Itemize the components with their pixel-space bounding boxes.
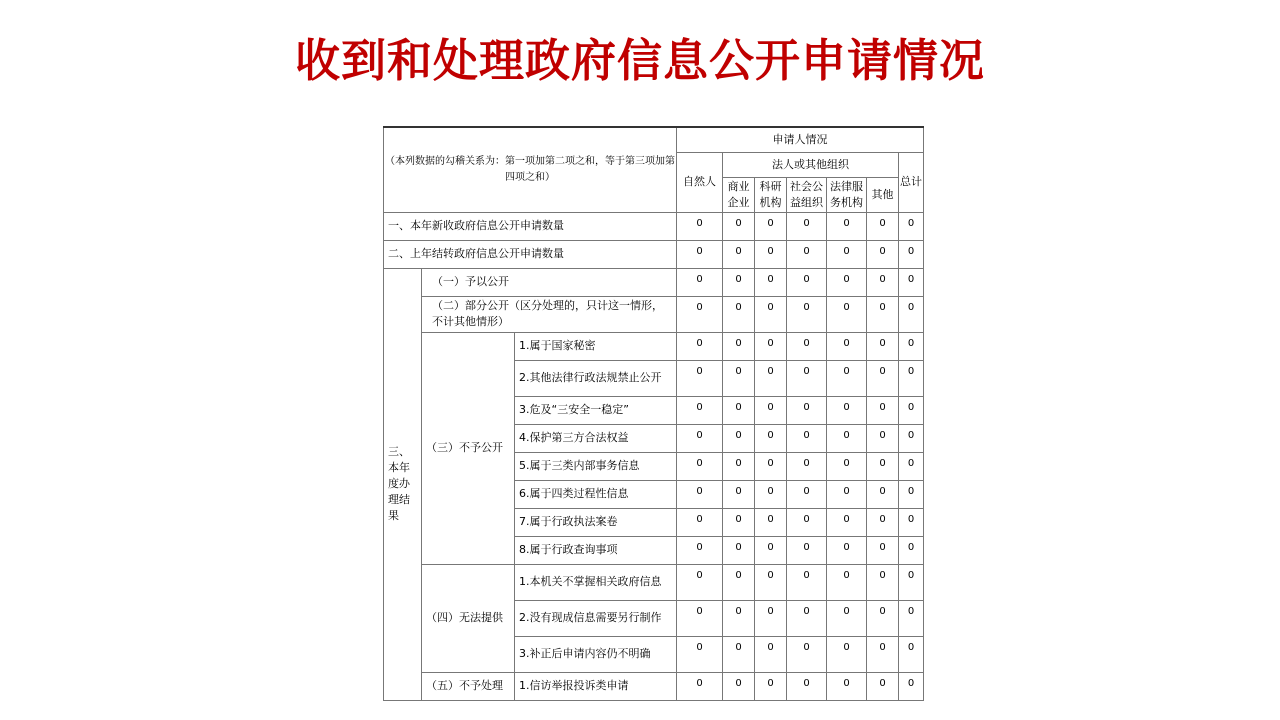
value-cell: 0 bbox=[827, 564, 867, 600]
row-label-withheld-item: 4.保护第三方合法权益 bbox=[515, 424, 677, 452]
header-sub-other: 其他 bbox=[867, 177, 899, 212]
value-cell: 0 bbox=[723, 212, 755, 240]
value-cell: 0 bbox=[827, 268, 867, 296]
row-label-unavailable-item: 3.补正后申请内容仍不明确 bbox=[515, 636, 677, 672]
value-cell: 0 bbox=[723, 296, 755, 332]
value-cell: 0 bbox=[755, 480, 787, 508]
value-cell: 0 bbox=[787, 600, 827, 636]
value-cell: 0 bbox=[787, 564, 827, 600]
value-cell: 0 bbox=[867, 332, 899, 360]
value-cell: 0 bbox=[723, 424, 755, 452]
value-cell: 0 bbox=[755, 332, 787, 360]
row-group-results: 三、本年度办理结果 bbox=[384, 268, 422, 700]
value-cell: 0 bbox=[755, 672, 787, 700]
value-cell: 0 bbox=[867, 564, 899, 600]
value-cell: 0 bbox=[899, 360, 924, 396]
value-cell: 0 bbox=[677, 268, 723, 296]
header-natural-person: 自然人 bbox=[677, 152, 723, 212]
value-cell: 0 bbox=[787, 452, 827, 480]
header-sub-business: 商业企业 bbox=[723, 177, 755, 212]
value-cell: 0 bbox=[787, 268, 827, 296]
value-cell: 0 bbox=[677, 240, 723, 268]
disclosure-table bbox=[383, 126, 924, 701]
header-legal-org: 法人或其他组织 bbox=[723, 152, 899, 177]
value-cell: 0 bbox=[827, 212, 867, 240]
value-cell: 0 bbox=[755, 360, 787, 396]
value-cell: 0 bbox=[867, 360, 899, 396]
value-cell: 0 bbox=[787, 636, 827, 672]
header-total: 总计 bbox=[899, 152, 924, 212]
value-cell: 0 bbox=[827, 240, 867, 268]
value-cell: 0 bbox=[899, 296, 924, 332]
value-cell: 0 bbox=[787, 212, 827, 240]
value-cell: 0 bbox=[755, 396, 787, 424]
value-cell: 0 bbox=[723, 240, 755, 268]
value-cell: 0 bbox=[867, 508, 899, 536]
value-cell: 0 bbox=[677, 536, 723, 564]
row-label-withheld: （三）不予公开 bbox=[422, 332, 515, 564]
row-label-unavailable-item: 1.本机关不掌握相关政府信息 bbox=[515, 564, 677, 600]
row-label-withheld-item: 3.危及“三安全一稳定” bbox=[515, 396, 677, 424]
value-cell: 0 bbox=[723, 452, 755, 480]
value-cell: 0 bbox=[755, 508, 787, 536]
row-label-withheld-item: 5.属于三类内部事务信息 bbox=[515, 452, 677, 480]
header-sub-legal-service: 法律服务机构 bbox=[827, 177, 867, 212]
value-cell: 0 bbox=[827, 636, 867, 672]
value-cell: 0 bbox=[867, 424, 899, 452]
value-cell: 0 bbox=[755, 636, 787, 672]
value-cell: 0 bbox=[899, 672, 924, 700]
value-cell: 0 bbox=[723, 600, 755, 636]
row-label-withheld-item: 7.属于行政执法案卷 bbox=[515, 508, 677, 536]
value-cell: 0 bbox=[827, 396, 867, 424]
value-cell: 0 bbox=[677, 296, 723, 332]
row-label-withheld-item: 6.属于四类过程性信息 bbox=[515, 480, 677, 508]
row-label-not-processed: （五）不予处理 bbox=[422, 672, 515, 700]
value-cell: 0 bbox=[787, 360, 827, 396]
value-cell: 0 bbox=[867, 636, 899, 672]
value-cell: 0 bbox=[867, 600, 899, 636]
value-cell: 0 bbox=[723, 672, 755, 700]
value-cell: 0 bbox=[827, 360, 867, 396]
value-cell: 0 bbox=[867, 672, 899, 700]
row-label-unavailable-item: 2.没有现成信息需要另行制作 bbox=[515, 600, 677, 636]
value-cell: 0 bbox=[899, 600, 924, 636]
value-cell: 0 bbox=[677, 480, 723, 508]
value-cell: 0 bbox=[867, 212, 899, 240]
row-label-disclosed: （一）予以公开 bbox=[422, 268, 677, 296]
value-cell: 0 bbox=[787, 480, 827, 508]
value-cell: 0 bbox=[867, 268, 899, 296]
value-cell: 0 bbox=[755, 452, 787, 480]
value-cell: 0 bbox=[677, 600, 723, 636]
page-title: 收到和处理政府信息公开申请情况 bbox=[294, 34, 985, 87]
value-cell: 0 bbox=[899, 240, 924, 268]
value-cell: 0 bbox=[755, 600, 787, 636]
value-cell: 0 bbox=[723, 268, 755, 296]
value-cell: 0 bbox=[755, 296, 787, 332]
value-cell: 0 bbox=[723, 332, 755, 360]
value-cell: 0 bbox=[787, 296, 827, 332]
value-cell: 0 bbox=[899, 268, 924, 296]
row-label-not-processed-item: 1.信访举报投诉类申请 bbox=[515, 672, 677, 700]
value-cell: 0 bbox=[827, 672, 867, 700]
value-cell: 0 bbox=[787, 536, 827, 564]
row-label-withheld-item: 1.属于国家秘密 bbox=[515, 332, 677, 360]
value-cell: 0 bbox=[677, 672, 723, 700]
value-cell: 0 bbox=[899, 636, 924, 672]
value-cell: 0 bbox=[787, 332, 827, 360]
value-cell: 0 bbox=[755, 536, 787, 564]
header-sub-research: 科研机构 bbox=[755, 177, 787, 212]
value-cell: 0 bbox=[677, 360, 723, 396]
value-cell: 0 bbox=[787, 396, 827, 424]
value-cell: 0 bbox=[867, 452, 899, 480]
value-cell: 0 bbox=[677, 212, 723, 240]
value-cell: 0 bbox=[827, 480, 867, 508]
value-cell: 0 bbox=[899, 332, 924, 360]
value-cell: 0 bbox=[787, 672, 827, 700]
value-cell: 0 bbox=[723, 396, 755, 424]
value-cell: 0 bbox=[755, 424, 787, 452]
value-cell: 0 bbox=[867, 480, 899, 508]
row-label-unavailable: （四）无法提供 bbox=[422, 564, 515, 672]
value-cell: 0 bbox=[677, 508, 723, 536]
value-cell: 0 bbox=[787, 424, 827, 452]
value-cell: 0 bbox=[677, 332, 723, 360]
value-cell: 0 bbox=[677, 396, 723, 424]
value-cell: 0 bbox=[755, 212, 787, 240]
value-cell: 0 bbox=[899, 424, 924, 452]
value-cell: 0 bbox=[723, 480, 755, 508]
value-cell: 0 bbox=[723, 360, 755, 396]
value-cell: 0 bbox=[899, 508, 924, 536]
value-cell: 0 bbox=[677, 424, 723, 452]
value-cell: 0 bbox=[867, 240, 899, 268]
value-cell: 0 bbox=[899, 564, 924, 600]
value-cell: 0 bbox=[899, 452, 924, 480]
value-cell: 0 bbox=[827, 452, 867, 480]
value-cell: 0 bbox=[787, 508, 827, 536]
value-cell: 0 bbox=[677, 564, 723, 600]
value-cell: 0 bbox=[787, 240, 827, 268]
value-cell: 0 bbox=[723, 508, 755, 536]
row-label-new: 一、本年新收政府信息公开申请数量 bbox=[384, 212, 677, 240]
value-cell: 0 bbox=[899, 536, 924, 564]
value-cell: 0 bbox=[723, 564, 755, 600]
value-cell: 0 bbox=[899, 396, 924, 424]
value-cell: 0 bbox=[827, 424, 867, 452]
value-cell: 0 bbox=[899, 480, 924, 508]
value-cell: 0 bbox=[867, 296, 899, 332]
value-cell: 0 bbox=[899, 212, 924, 240]
value-cell: 0 bbox=[723, 536, 755, 564]
value-cell: 0 bbox=[827, 600, 867, 636]
value-cell: 0 bbox=[677, 452, 723, 480]
value-cell: 0 bbox=[755, 240, 787, 268]
value-cell: 0 bbox=[827, 536, 867, 564]
row-label-withheld-item: 2.其他法律行政法规禁止公开 bbox=[515, 360, 677, 396]
value-cell: 0 bbox=[755, 268, 787, 296]
value-cell: 0 bbox=[723, 636, 755, 672]
row-label-withheld-item: 8.属于行政查询事项 bbox=[515, 536, 677, 564]
value-cell: 0 bbox=[827, 508, 867, 536]
value-cell: 0 bbox=[755, 564, 787, 600]
value-cell: 0 bbox=[867, 536, 899, 564]
value-cell: 0 bbox=[827, 296, 867, 332]
row-label-carried: 二、上年结转政府信息公开申请数量 bbox=[384, 240, 677, 268]
header-note: （本列数据的勾稽关系为：第一项加第二项之和，等于第三项加第四项之和） bbox=[384, 127, 677, 212]
header-sub-public-welfare: 社会公益组织 bbox=[787, 177, 827, 212]
value-cell: 0 bbox=[867, 396, 899, 424]
row-label-partial: （二）部分公开（区分处理的，只计这一情形，不计其他情形） bbox=[422, 296, 677, 332]
value-cell: 0 bbox=[827, 332, 867, 360]
header-applicant: 申请人情况 bbox=[677, 127, 924, 152]
value-cell: 0 bbox=[677, 636, 723, 672]
